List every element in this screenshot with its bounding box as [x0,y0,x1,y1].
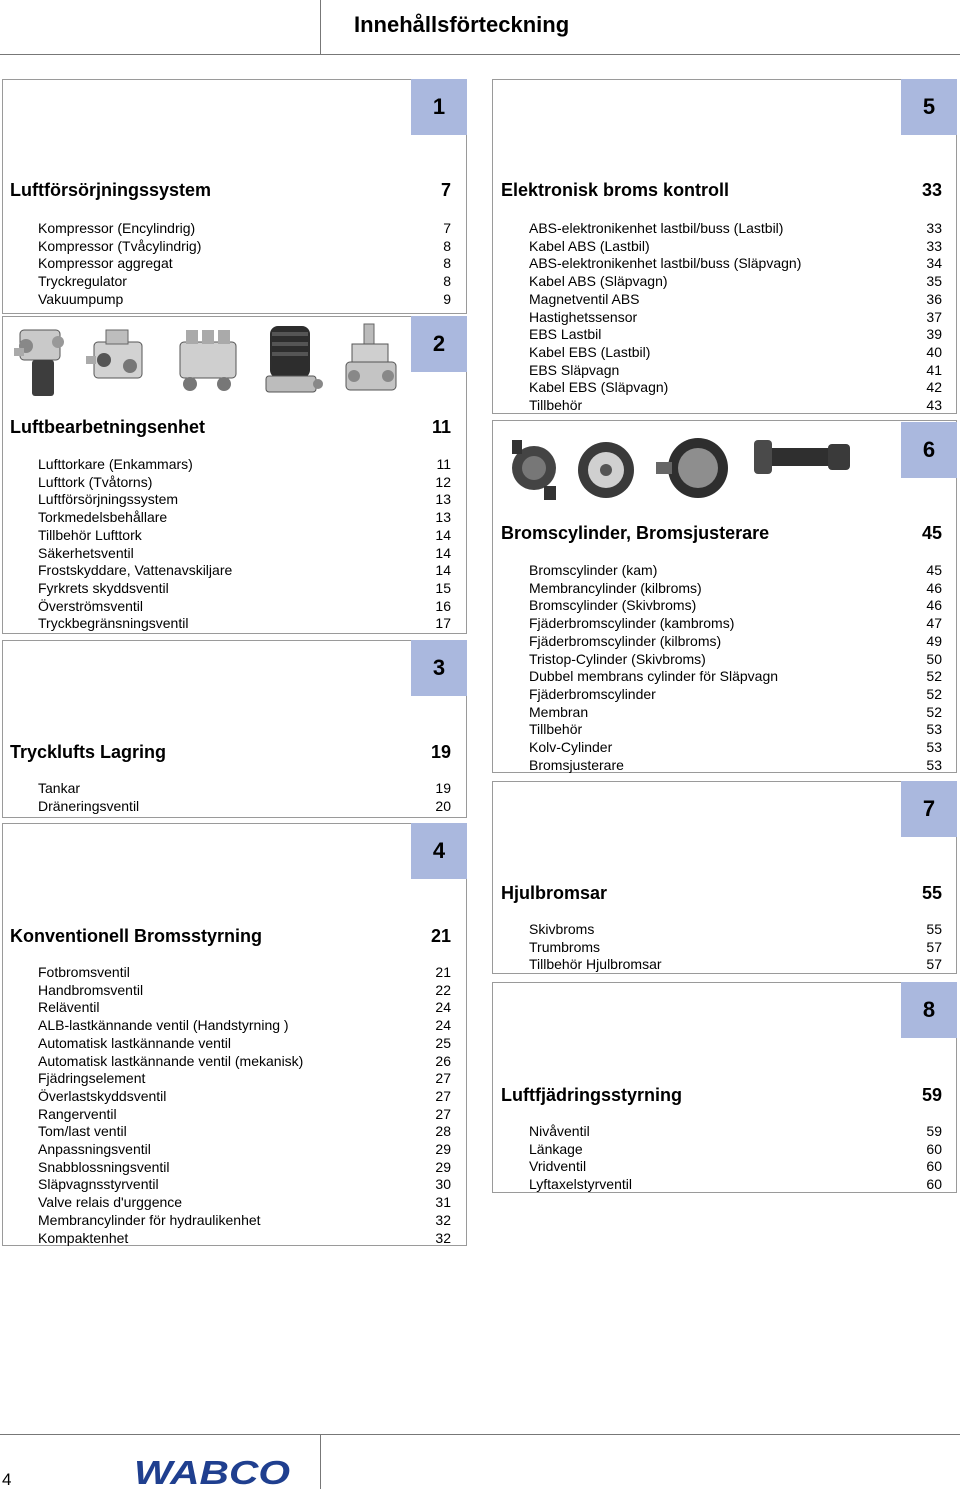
toc-entry-label: Bromscylinder (kam) [529,562,658,578]
section-page: 19 [430,742,451,762]
toc-entry[interactable] [529,1175,942,1193]
section-number-tab: 7 [901,781,957,837]
toc-entry[interactable] [38,1105,451,1123]
toc-entry-label: Tristop-Cylinder (Skivbroms) [529,650,706,667]
toc-entry[interactable] [38,1158,451,1176]
toc-entry-label: Reläventil [38,999,100,1016]
section-heading[interactable] [501,1085,942,1106]
page-number: 4 [2,1470,12,1489]
section-page: 59 [921,1085,942,1105]
toc-entry-page: 46 [926,597,942,614]
toc-entry-label: Torkmedelsbehållare [38,509,168,526]
toc-entry-page: 26 [435,1052,451,1069]
toc-entry-label: Dubbel membrans cylinder för Släpvagn [529,668,779,685]
relay-valve-image [84,326,154,392]
section-heading[interactable] [501,883,942,904]
toc-entry-page: 57 [926,956,942,973]
toc-entry[interactable] [529,361,942,379]
toc-entry-label: Automatisk lastkännande ventil (mekanisk) [38,1052,304,1069]
toc-entry-label: Vakuumpump [38,290,124,307]
toc-entry-page: 45 [926,562,942,578]
toc-entry-label: Kompressor aggregat [38,255,173,272]
section-page: 45 [921,523,942,543]
toc-entry[interactable] [38,561,451,579]
section-title: Konventionell Bromsstyrning [10,926,263,946]
section-number-tab: 1 [411,79,467,135]
toc-entry-page: 21 [435,964,451,980]
header-divider [320,0,321,54]
toc-entry[interactable] [529,343,942,361]
toc-entry[interactable] [38,508,451,526]
section-page: 11 [431,417,451,437]
logo-text: WABCO [134,1458,290,1486]
toc-entry[interactable] [38,1087,451,1105]
toc-entry-label: Automatisk lastkännande ventil [38,1034,231,1051]
toc-entry-label: Tryckbegränsningsventil [38,615,189,632]
toc-entry-label: Membrancylinder för hydraulikenhet [38,1211,261,1228]
toc-entry[interactable] [529,219,942,237]
brake-chamber-image [506,434,562,506]
toc-entry-page: 34 [926,255,942,272]
section-title: Hjulbromsar [501,883,608,903]
toc-entry[interactable] [38,272,451,290]
toc-entry-page: 14 [435,526,451,543]
toc-entry-page: 37 [926,308,942,325]
toc-entry[interactable] [38,998,451,1016]
toc-entry-page: 30 [435,1176,451,1193]
toc-entry[interactable] [529,703,942,721]
toc-entry[interactable] [38,455,451,473]
toc-entry-page: 41 [926,361,942,378]
toc-entry-page: 60 [926,1176,942,1193]
toc-entry[interactable] [38,219,451,237]
toc-entry-page: 46 [926,579,942,596]
toc-entry[interactable] [529,325,942,343]
toc-entry[interactable] [529,272,942,290]
toc-entry-label: Kabel ABS (Lastbil) [529,237,650,254]
toc-entry[interactable] [529,378,942,396]
toc-entry[interactable] [529,756,942,774]
toc-entry-label: Lufttork (Tvåtorns) [38,473,153,490]
toc-entry[interactable] [38,1034,451,1052]
section-heading[interactable] [10,180,451,201]
toc-entry[interactable] [529,290,942,308]
toc-entry[interactable] [38,579,451,597]
toc-entry[interactable] [529,614,942,632]
toc-entry[interactable] [529,738,942,756]
section-title: Elektronisk broms kontroll [501,180,730,200]
toc-entry-page: 12 [435,473,451,490]
toc-entry[interactable] [38,1193,451,1211]
toc-entry-page: 9 [443,290,451,307]
toc-entry-page: 32 [435,1229,451,1246]
toc-entry[interactable] [38,1175,451,1193]
toc-entry-label: Bromscylinder (Skivbroms) [529,597,697,614]
page-title: Innehållsförteckning [354,12,570,37]
toc-entry-label: ALB-lastkännande ventil (Handstyrning ) [38,1017,289,1034]
toc-entry-label: Kompaktenhet [38,1229,129,1246]
section-heading[interactable] [10,926,451,947]
four-circuit-valve-image [172,326,244,396]
toc-entry[interactable] [38,1052,451,1070]
pressure-regulator-image [340,320,402,402]
toc-entry[interactable] [38,254,451,272]
toc-entry[interactable] [38,490,451,508]
toc-entry-page: 29 [435,1158,451,1175]
toc-entry[interactable] [529,632,942,650]
toc-entry[interactable] [38,1229,451,1247]
section-page: 21 [430,926,451,946]
section-number-tab: 8 [901,982,957,1038]
toc-entry-label: Tryckregulator [38,273,127,290]
toc-entry-label: Tillbehör Lufttork [38,526,142,543]
toc-entry-page: 60 [926,1158,942,1175]
toc-entry-label: Rangerventil [38,1105,117,1122]
toc-entry-page: 25 [435,1034,451,1051]
toc-entry-label: Kolv-Cylinder [529,739,613,755]
toc-entry[interactable] [529,650,942,668]
toc-entry-label: Släpvagnsstyrventil [38,1176,159,1193]
section-number-tab: 6 [901,422,957,478]
section-title: Luftfjädringsstyrning [501,1085,682,1105]
toc-entry-label: Anpassningsventil [38,1141,151,1157]
section-number-tab: 2 [411,316,467,372]
toc-entry-label: Tillbehör Hjulbromsar [529,956,662,973]
toc-entry-page: 24 [435,1017,451,1034]
toc-entry[interactable] [529,237,942,255]
section-page: 7 [440,180,451,200]
toc-entry-label: Dräneringsventil [38,797,140,814]
toc-entry-label: Fjädringselement [38,1070,146,1087]
toc-entry[interactable] [529,561,942,579]
toc-entry-label: Tankar [38,780,81,796]
toc-entry-page: 15 [435,579,451,596]
toc-entry-label: Membran [529,703,589,720]
header-rule [0,54,960,55]
toc-entry[interactable] [529,579,942,597]
toc-entry-label: Tillbehör [529,397,583,413]
toc-entry[interactable] [38,237,451,255]
section-page: 55 [921,883,942,903]
toc-entry-page: 47 [926,615,942,632]
toc-entry[interactable] [529,667,942,685]
toc-entry[interactable] [529,685,942,703]
toc-entry-page: 53 [926,756,942,773]
toc-entry-page: 11 [436,456,451,472]
toc-entry-page: 53 [926,739,942,755]
toc-entry-page: 29 [435,1141,451,1157]
toc-entry[interactable] [529,720,942,738]
toc-entry-page: 55 [926,921,942,937]
toc-entry-page: 20 [435,797,451,814]
toc-entry-page: 13 [435,509,451,526]
toc-entry-page: 14 [435,544,451,561]
toc-entry-page: 52 [926,703,942,720]
section-title: Trycklufts Lagring [10,742,167,762]
toc-entry-page: 39 [926,326,942,343]
toc-entry[interactable] [38,544,451,562]
toc-entry-label: Tillbehör [529,721,583,738]
toc-entry-label: ABS-elektronikenhet lastbil/buss (Lastbil) [529,220,784,236]
toc-entry[interactable] [38,597,451,615]
toc-entry-page: 36 [926,290,942,307]
toc-entry[interactable] [38,614,451,632]
wabco-logo [134,1458,290,1486]
toc-entry-page: 33 [926,237,942,254]
section-heading[interactable] [10,417,451,438]
toc-entry-label: Lufttorkare (Enkammars) [38,456,193,472]
toc-entry-page: 16 [435,597,451,614]
toc-entry-label: Vridventil [529,1158,587,1175]
toc-entry[interactable] [529,254,942,272]
toc-entry-label: Säkerhetsventil [38,544,134,561]
toc-entry-label: Kabel EBS (Lastbil) [529,343,651,360]
toc-entry-label: Fjäderbromscylinder (kilbroms) [529,632,722,649]
toc-entry-page: 27 [435,1087,451,1104]
toc-entry[interactable] [529,1140,942,1158]
toc-entry-label: Överlastskyddsventil [38,1087,167,1104]
section-title: Bromscylinder, Bromsjusterare [501,523,770,543]
toc-entry-label: Trumbroms [529,938,601,955]
toc-entry-page: 57 [926,938,942,955]
compressor-unit-image [12,322,76,402]
toc-entry-page: 7 [443,220,451,236]
toc-entry-page: 8 [443,255,451,272]
toc-entry-label: Kabel EBS (Släpvagn) [529,379,669,396]
toc-entry-label: EBS Lastbil [529,326,602,343]
toc-entry-page: 13 [435,491,451,508]
toc-entry[interactable] [38,779,451,797]
toc-entry-page: 22 [435,981,451,998]
toc-entry[interactable] [38,1122,451,1140]
toc-entry-page: 14 [435,562,451,579]
toc-entry-page: 52 [926,685,942,702]
toc-entry-page: 52 [926,668,942,685]
toc-entry[interactable] [38,963,451,981]
section-title: Luftbearbetningsenhet [10,417,206,437]
section-number-tab: 4 [411,823,467,879]
toc-entry-label: Hastighetssensor [529,308,638,325]
air-dryer-image [262,322,326,400]
toc-entry-page: 49 [926,632,942,649]
toc-entry-page: 31 [435,1194,451,1211]
toc-entry[interactable] [529,596,942,614]
toc-entry-page: 53 [926,721,942,738]
toc-entry-page: 59 [926,1123,942,1139]
section-heading[interactable] [10,742,451,763]
toc-entry[interactable] [38,1016,451,1034]
toc-entry-label: Skivbroms [529,921,595,937]
section-page: 33 [921,180,942,200]
toc-entry-page: 27 [435,1105,451,1122]
toc-entry-page: 27 [435,1070,451,1087]
section-title: Luftförsörjningssystem [10,180,212,200]
toc-entry-label: Kompressor (Encylindrig) [38,220,196,236]
toc-entry-page: 33 [926,220,942,236]
toc-entry-label: Frostskyddare, Vattenavskiljare [38,562,233,579]
toc-entry[interactable] [529,1157,942,1175]
toc-entry-label: ABS-elektronikenhet lastbil/buss (Släpvagn) [529,255,802,272]
toc-entry-page: 32 [435,1211,451,1228]
toc-entry-page: 24 [435,999,451,1016]
toc-entry-label: EBS Släpvagn [529,361,620,378]
toc-entry-label: Luftförsörjningssystem [38,491,179,508]
toc-entry[interactable] [38,1140,451,1158]
toc-entry[interactable] [529,1122,942,1140]
toc-entry-label: Fotbromsventil [38,964,130,980]
toc-entry[interactable] [38,1069,451,1087]
toc-entry[interactable] [529,955,942,973]
toc-entry-label: Membrancylinder (kilbroms) [529,579,702,596]
toc-entry-label: Tom/last ventil [38,1123,127,1140]
spring-brake-cylinder-image [652,428,734,508]
toc-entry-label: Länkage [529,1140,583,1157]
toc-entry-page: 19 [435,780,451,796]
tristop-cylinder-image [750,432,854,484]
section-number-tab: 3 [411,640,467,696]
toc-entry-label: Nivåventil [529,1123,590,1139]
toc-entry[interactable] [529,920,942,938]
toc-entry-label: Överströmsventil [38,597,144,614]
toc-entry-page: 8 [443,273,451,290]
toc-entry-label: Magnetventil ABS [529,290,640,307]
toc-entry-label: Kompressor (Tvåcylindrig) [38,237,202,254]
toc-entry[interactable] [529,308,942,326]
toc-entry-page: 8 [443,237,451,254]
toc-entry-label: Kabel ABS (Släpvagn) [529,273,668,290]
toc-entry[interactable] [38,526,451,544]
toc-entry-page: 50 [926,650,942,667]
toc-entry-page: 43 [926,397,942,413]
toc-entry-label: Fyrkrets skyddsventil [38,579,169,596]
toc-entry-page: 60 [926,1140,942,1157]
section-heading[interactable] [501,180,942,201]
toc-entry[interactable] [529,938,942,956]
toc-entry-label: Snabblossningsventil [38,1158,170,1175]
toc-entry[interactable] [38,473,451,491]
toc-entry-label: Valve relais d'urggence [38,1194,183,1211]
toc-entry[interactable] [38,797,451,815]
toc-entry-page: 28 [435,1123,451,1140]
toc-entry[interactable] [529,396,942,414]
toc-entry-label: Handbromsventil [38,981,144,998]
toc-entry-page: 17 [435,615,451,632]
footer-rule [0,1434,960,1435]
toc-entry[interactable] [38,1211,451,1229]
toc-entry-label: Lyftaxelstyrventil [529,1176,632,1193]
toc-entry[interactable] [38,981,451,999]
toc-entry[interactable] [38,290,451,308]
toc-entry-page: 35 [926,273,942,290]
toc-entry-label: Fjäderbromscylinder [529,685,656,702]
toc-entry-label: Fjäderbromscylinder (kambroms) [529,615,735,632]
section-number-tab: 5 [901,79,957,135]
toc-entry-page: 42 [926,379,942,396]
footer-divider [320,1434,321,1489]
toc-entry-page: 40 [926,343,942,360]
toc-entry-label: Bromsjusterare [529,756,624,773]
diaphragm-cylinder-image [574,432,638,508]
section-heading[interactable] [501,523,942,544]
